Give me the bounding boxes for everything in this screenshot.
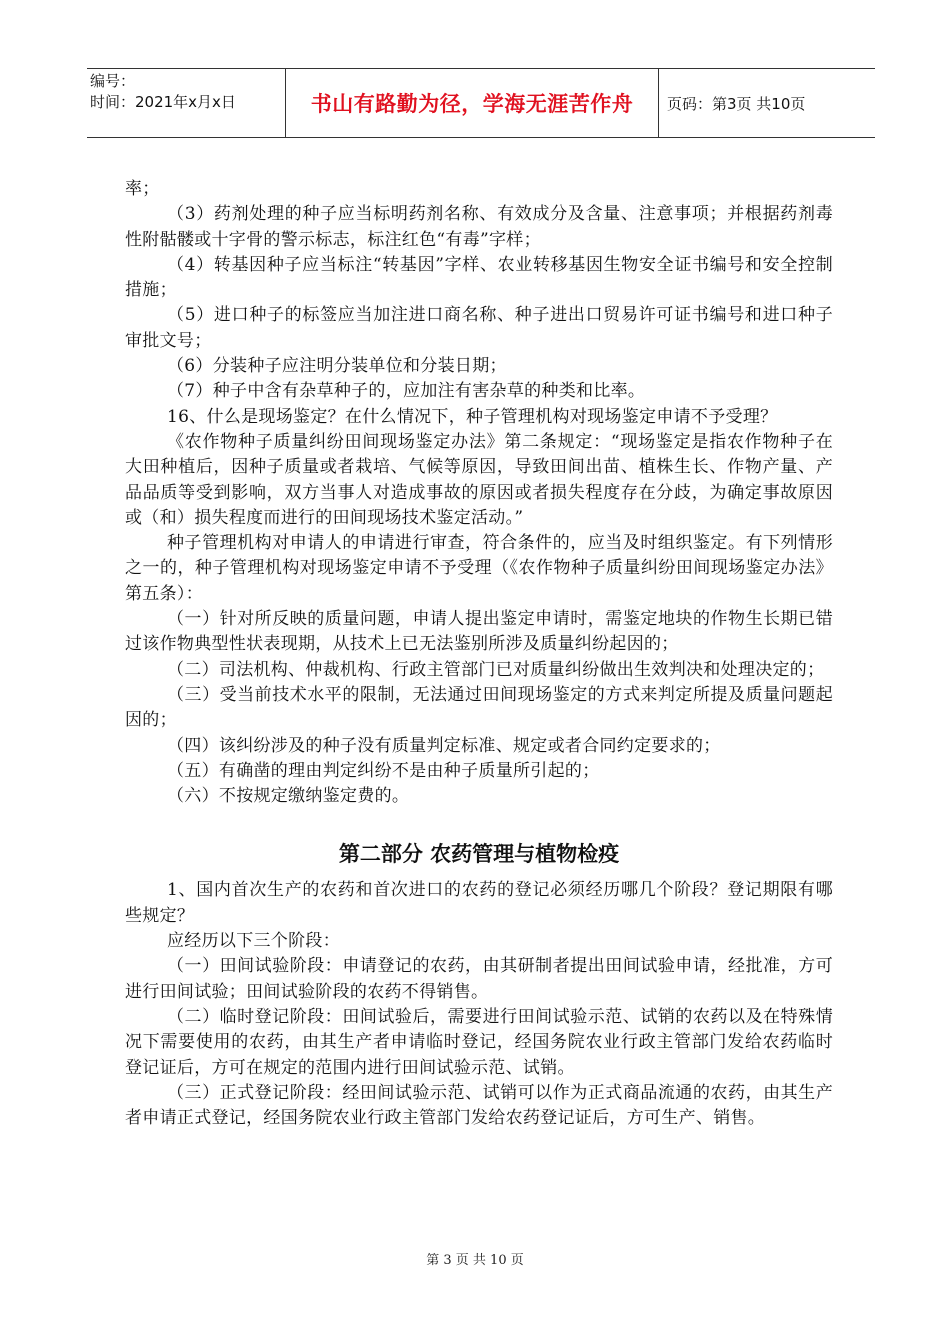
section-title: 第二部分 农药管理与植物检疫: [338, 842, 620, 867]
header-meta: [87, 69, 285, 137]
paragraph: （四）该纠纷涉及的种子没有质量判定标准、规定或者合同约定要求的；: [167, 735, 721, 756]
paragraph: （二）司法机构、仲裁机构、行政主管部门已对质量纠纷做出生效判决和处理决定的；: [167, 659, 825, 680]
document-time-label: 时间：2021年x月x日: [90, 93, 236, 111]
paragraph: （一）针对所反映的质量问题，申请人提出鉴定申请时，需鉴定地块的作物生长期已错过该作物典型性状表现期，从技术上已无法鉴别所涉及质量纠纷起因的；: [125, 609, 833, 655]
document-body: [125, 177, 833, 1131]
paragraph: （4）转基因种子应当标注“转基因”字样、农业转移基因生物安全证书编号和安全控制措施；: [125, 254, 833, 301]
question-heading: 16、什么是现场鉴定？在什么情况下，种子管理机构对现场鉴定申请不予受理？: [167, 406, 778, 427]
paragraph: 种子管理机构对申请人的申请进行审查，符合条件的，应当及时组织鉴定。有下列情形之一的，种子管理机构对现场鉴定申请不予受理（《农作物种子质量纠纷田间现场鉴定办法》第五条）：: [125, 533, 833, 604]
header-page-label: 页码：第3页 共10页: [667, 94, 806, 113]
paragraph: （6）分装种子应注明分装单位和分装日期；: [167, 356, 507, 377]
paragraph: （二）临时登记阶段：田间试验后，需要进行田间试验示范、试销的农药以及在特殊情况下需要使用的农药，由其生产者申请临时登记，经国务院农业行政主管部门发给农药临时登记证后，方可在规定的范围内进行田间试验示范、试销。: [125, 1006, 833, 1078]
header-motto: 书山有路勤为径，学海无涯苦作舟: [285, 69, 659, 137]
paragraph: （一）田间试验阶段：申请登记的农药，由其研制者提出田间试验申请，经批准，方可进行田间试验；田间试验阶段的农药不得销售。: [125, 956, 833, 1002]
paragraph: （三）受当前技术水平的限制，无法通过田间现场鉴定的方式来判定所提及质量问题起因的；: [125, 684, 833, 731]
paragraph: （三）正式登记阶段：经田间试验示范、试销可以作为正式商品流通的农药，由其生产者申请正式登记，经国务院农业行政主管部门发给农药登记证后，方可生产、销售。: [125, 1082, 833, 1129]
paragraph: （六）不按规定缴纳鉴定费的。: [167, 786, 410, 807]
paragraph: 率；: [125, 179, 160, 199]
paragraph: （7）种子中含有杂草种子的，应加注有害杂草的种类和比率。: [167, 381, 646, 402]
paragraph: 应经历以下三个阶段：: [167, 931, 340, 952]
page-footer: 第 3 页 共 10 页: [426, 1253, 524, 1268]
paragraph: （3）药剂处理的种子应当标明药剂名称、有效成分及含量、注意事项；并根据药剂毒性附骷髅或十字骨的警示标志，标注红色“有毒”字样；: [125, 204, 833, 250]
paragraph: 《农作物种子质量纠纷田间现场鉴定办法》第二条规定：“现场鉴定是指农作物种子在大田种植后，因种子质量或者栽培、气候等原因，导致田间出苗、植株生长、作物产量、产品品质等受到影响，双方当事人对造成事故的原因或者损失程度存在分歧，为确定事故原因或（和）损失程度而进行的田间现场技术鉴定活动。”: [125, 431, 833, 528]
paragraph: （5）进口种子的标签应当加注进口商名称、种子进出口贸易许可证书编号和进口种子审批文号；: [125, 305, 833, 351]
question-heading: 1、国内首次生产的农药和首次进口的农药的登记必须经历哪几个阶段？登记期限有哪些规定？: [125, 880, 833, 926]
document-number-label: 编号：: [90, 72, 136, 90]
paragraph: （五）有确凿的理由判定纠纷不是由种子质量所引起的；: [167, 760, 600, 781]
page-header: [87, 68, 875, 138]
